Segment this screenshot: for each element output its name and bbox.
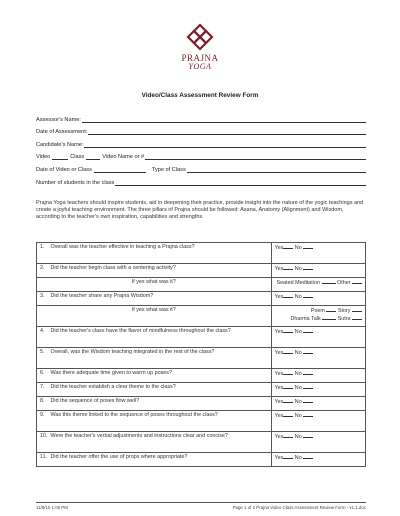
follow-up-prompt: If yes what was it? (37, 278, 272, 292)
table-row (37, 278, 366, 292)
table-row (37, 383, 366, 397)
date-of-assessment-row (36, 123, 366, 136)
question-number: 3. (37, 292, 48, 306)
yes-no-answer[interactable] (271, 327, 366, 348)
num-students-row (36, 173, 366, 186)
question-text: Were the teacher's verbal adjustments and instructions clear and concise? (48, 432, 272, 453)
candidate-name-field[interactable] (84, 143, 366, 148)
yes-label: Yes (274, 266, 284, 272)
question-text: Did the teacher begin class with a centering activity? (48, 264, 272, 278)
table-row (37, 243, 366, 264)
question-number: 9. (37, 411, 48, 432)
question-number: 1. (37, 243, 48, 264)
no-label: No (294, 350, 302, 356)
date-of-assessment-field[interactable] (88, 130, 366, 135)
question-text: Did the sequence of poses flow well? (48, 397, 272, 411)
yes-label: Yes (274, 350, 284, 356)
no-label: No (294, 385, 302, 391)
table-row (37, 327, 366, 348)
seated-meditation-label: Seated Meditation (276, 280, 321, 286)
table-row (37, 348, 366, 369)
yes-no-answer[interactable] (271, 243, 366, 264)
question-text: Did the teacher establish a clear theme to the class? (48, 383, 272, 397)
question-text: Was this theme linked to the sequence of poses throughout the class? (48, 411, 272, 432)
candidate-name-label: Candidate's Name: (36, 141, 84, 148)
no-label: No (294, 294, 302, 300)
video-label: Video (36, 154, 51, 161)
assessment-table (36, 242, 366, 467)
table-row (37, 432, 366, 453)
poem-label: Poem (310, 308, 325, 314)
date-of-assessment-label: Date of Assessment: (36, 129, 88, 136)
yes-no-answer[interactable] (271, 453, 366, 467)
question-number: 10. (37, 432, 48, 453)
yes-no-answer[interactable] (271, 383, 366, 397)
story-label: Story (337, 308, 351, 314)
yes-no-answer[interactable] (271, 348, 366, 369)
yes-label: Yes (274, 399, 284, 405)
class-label: Class (70, 154, 85, 161)
logo-text-yoga: YOGA (188, 62, 212, 71)
question-text: Did the teacher's class have the flavor of mindfulness throughout the class? (48, 327, 272, 348)
question-text: Did the teacher offer the use of props where appropriate? (48, 453, 272, 467)
footer-page-info: Page 1 of 2 Prajna Video Class Assessment Review Form - v1.1.doc (232, 505, 366, 510)
table-row (37, 306, 366, 327)
no-label: No (294, 245, 302, 251)
yes-no-answer[interactable] (271, 369, 366, 383)
yes-label: Yes (274, 294, 284, 300)
no-label: No (294, 434, 302, 440)
follow-up-prompt: If yes what was it? (37, 306, 272, 327)
no-label: No (294, 329, 302, 335)
class-checkbox-line[interactable] (86, 155, 100, 160)
question-number: 4. (37, 327, 48, 348)
question-number: 11. (37, 453, 48, 467)
yes-label: Yes (274, 245, 284, 251)
table-row (37, 264, 366, 278)
type-of-class-field[interactable] (187, 168, 366, 173)
question-text: Was there adequate time given to warm up poses? (48, 369, 272, 383)
question-text: Overall, was the Wisdom teaching integrated in the rest of the class? (48, 348, 272, 369)
candidate-name-row (36, 135, 366, 148)
yes-no-answer[interactable] (271, 411, 366, 432)
intro-paragraph: Prajna Yoga teachers should inspire students, aid in deepening their practice, provide insight into the nature of the yogic teachings and create a joyful teaching environment. The three pillars of Prajna should be followed: Asana, Anatomy (Alignment) and Wisdom, according to the teacher's own inspiration, capabilities and strengths. (36, 200, 364, 221)
table-row (37, 369, 366, 383)
yes-no-answer[interactable] (271, 432, 366, 453)
video-checkbox-line[interactable] (52, 155, 68, 160)
no-label: No (294, 399, 302, 405)
yes-label: Yes (274, 329, 284, 335)
form-title: Video/Class Assessment Review Form (141, 92, 259, 99)
table-row (37, 397, 366, 411)
video-name-label: Video Name or # (102, 154, 145, 161)
wisdom-type-answer[interactable] (271, 306, 366, 327)
header-fields (36, 110, 366, 186)
date-of-video-label: Date of Video or Class (36, 166, 92, 173)
yes-label: Yes (274, 434, 284, 440)
prajna-yoga-logo (175, 22, 225, 88)
num-students-field[interactable] (115, 181, 366, 186)
yes-label: Yes (274, 413, 284, 419)
no-label: No (294, 413, 302, 419)
yes-no-answer[interactable] (271, 264, 366, 278)
yes-no-answer[interactable] (271, 397, 366, 411)
dharma-talk-label: Dharma Talk (290, 316, 321, 322)
question-number: 5. (37, 348, 48, 369)
question-number: 7. (37, 383, 48, 397)
question-number: 8. (37, 397, 48, 411)
video-name-field[interactable] (145, 155, 366, 160)
yes-label: Yes (274, 455, 284, 461)
num-students-label: Number of students in the class (36, 179, 115, 186)
other-label: Other (337, 280, 351, 286)
yes-label: Yes (274, 385, 284, 391)
date-of-video-field[interactable] (94, 168, 146, 173)
sutra-label: Sutra (337, 316, 351, 322)
video-class-row (36, 148, 366, 161)
question-number: 2. (37, 264, 48, 278)
yes-label: Yes (274, 371, 284, 377)
type-of-class-label: Type of Class (151, 166, 186, 173)
knot-emblem-icon (185, 22, 215, 52)
date-of-video-row (36, 160, 366, 173)
assessor-name-label: Assessor's Name: (36, 116, 81, 123)
table-row (37, 292, 366, 306)
question-text: Overall was the teacher effective in teaching a Prajna class? (48, 243, 272, 264)
no-label: No (294, 266, 302, 272)
question-number: 6. (37, 369, 48, 383)
table-row (37, 411, 366, 432)
table-row (37, 453, 366, 467)
assessor-name-field[interactable] (82, 118, 366, 123)
page-footer (36, 502, 366, 510)
logo-text-prajna: PRAJNA (181, 53, 219, 63)
no-label: No (294, 371, 302, 377)
assessor-name-row (36, 110, 366, 123)
no-label: No (294, 455, 302, 461)
centering-type-answer[interactable] (271, 278, 366, 292)
question-text: Did the teacher share any Prajna Wisdom? (48, 292, 272, 306)
yes-no-answer[interactable] (271, 292, 366, 306)
footer-timestamp: 11/8/10 1:06 PM (36, 505, 68, 510)
